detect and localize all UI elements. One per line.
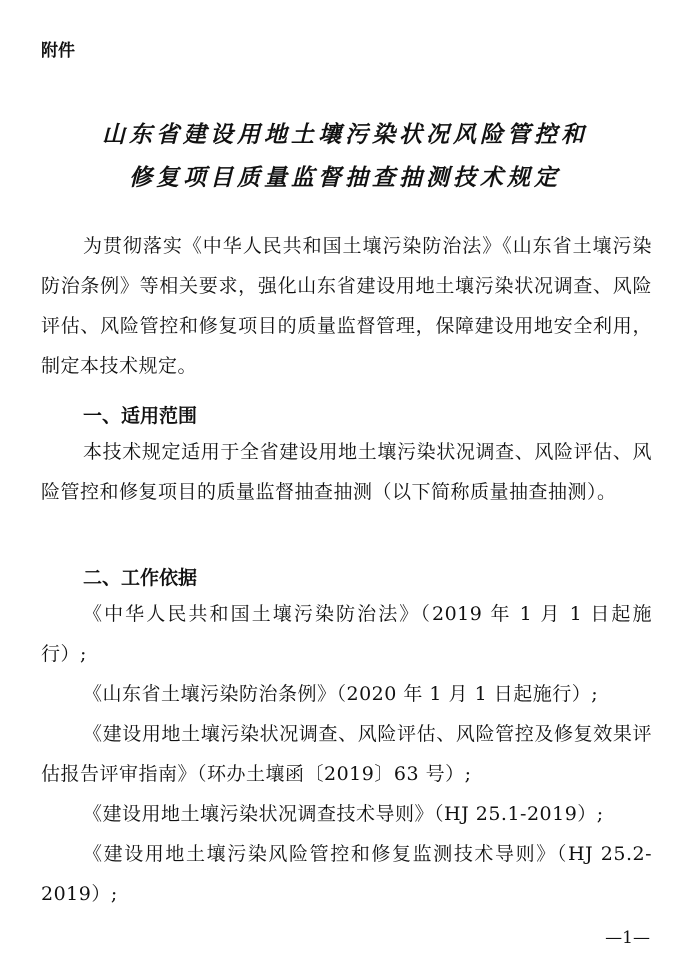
basis-item: 《建设用地土壤污染风险管控和修复监测技术导则》（HJ 25.2-2019）; xyxy=(41,843,652,905)
section-heading-basis: 二、工作依据 xyxy=(83,567,198,589)
page-number: —1— xyxy=(605,928,650,948)
intro-paragraph: 为贯彻落实《中华人民共和国土壤污染防治法》《山东省土壤污染防治条例》等相关要求，强化山东省建设用地土壤污染状况调查、风险评估、风险管控和修复项目的质量监督管理，保障建设用地安全利用，制定本技术规定。 xyxy=(41,235,652,377)
attachment-label: 附件 xyxy=(41,41,75,61)
scope-paragraph: 本技术规定适用于全省建设用地土壤污染状况调查、风险评估、风险管控和修复项目的质量监督抽查抽测（以下简称质量抽查抽测）。 xyxy=(41,441,652,503)
basis-item: 《建设用地土壤污染状况调查技术导则》（HJ 25.1-2019）; xyxy=(83,803,604,825)
basis-item: 《建设用地土壤污染状况调查、风险评估、风险管控及修复效果评估报告评审指南》（环办土壤函〔2019〕63 号）; xyxy=(41,723,652,785)
document-title-line-2: 修复项目质量监督抽查抽测技术规定 xyxy=(129,165,561,191)
basis-item: 《山东省土壤污染防治条例》（2020 年 1 月 1 日起施行）; xyxy=(83,683,599,705)
basis-item: 《中华人民共和国土壤污染防治法》（2019 年 1 月 1 日起施行）; xyxy=(41,603,652,665)
document-title-line-1: 山东省建设用地土壤污染状况风险管控和 xyxy=(102,122,588,148)
section-heading-scope: 一、适用范围 xyxy=(83,405,198,427)
